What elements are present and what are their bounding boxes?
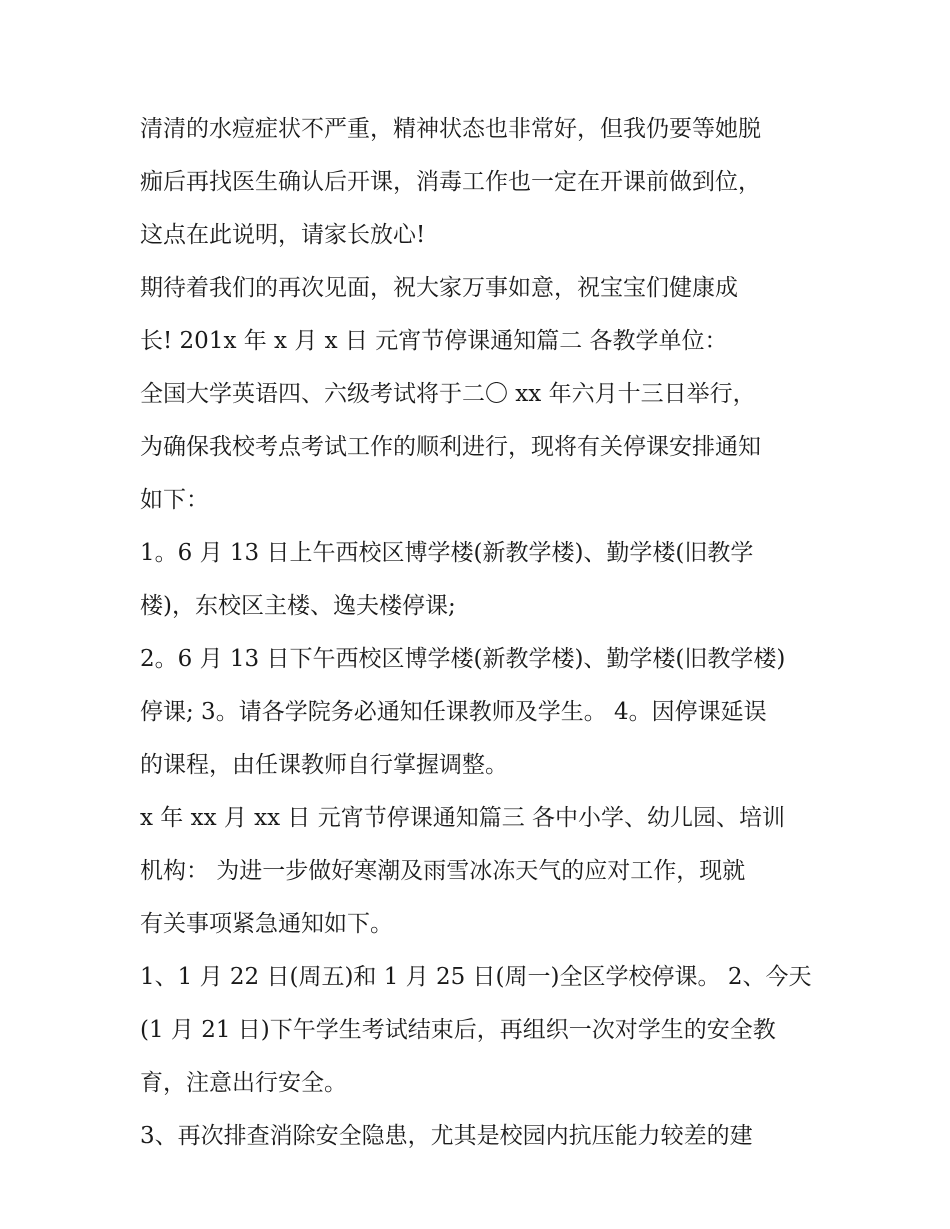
text-line: 2。6 月 13 日下午西校区博学楼(新教学楼)、勤学楼(旧教学楼) xyxy=(140,646,786,672)
text-line: 痂后再找医生确认后开课，消毒工作也一定在开课前做到位， xyxy=(140,169,761,195)
text-line: (1 月 21 日)下午学生考试结束后，再组织一次对学生的安全教 xyxy=(140,1017,776,1043)
text-line: x 年 xx 月 xx 日 元宵节停课通知篇三 各中小学、幼儿园、培训 xyxy=(140,805,786,831)
text-line: 楼)，东校区主楼、逸夫楼停课; xyxy=(140,593,456,619)
text-line: 1、1 月 22 日(周五)和 1 月 25 日(周一)全区学校停课。 2、今天 xyxy=(140,964,812,990)
text-line: 为确保我校考点考试工作的顺利进行，现将有关停课安排通知 xyxy=(140,434,761,460)
text-line: 机构： 为进一步做好寒潮及雨雪冰冻天气的应对工作，现就 xyxy=(140,858,746,884)
text-line: 1。6 月 13 日上午西校区博学楼(新教学楼)、勤学楼(旧教学 xyxy=(140,540,754,566)
text-line: 的课程，由任课教师自行掌握调整。 xyxy=(140,752,508,778)
text-line: 清清的水痘症状不严重，精神状态也非常好，但我仍要等她脱 xyxy=(140,116,761,142)
text-line: 这点在此说明，请家长放心! xyxy=(140,222,426,248)
text-line: 3、再次排查消除安全隐患，尤其是校园内抗压能力较差的建 xyxy=(140,1123,753,1149)
text-line: 停课; 3。请各学院务必通知任课教师及学生。 4。因停课延误 xyxy=(140,699,767,725)
text-line: 全国大学英语四、六级考试将于二〇 xx 年六月十三日举行， xyxy=(140,381,756,407)
text-line: 有关事项紧急通知如下。 xyxy=(140,911,393,937)
text-line: 育，注意出行安全。 xyxy=(140,1070,347,1096)
text-line: 期待着我们的再次见面，祝大家万事如意，祝宝宝们健康成 xyxy=(140,275,738,301)
text-line: 长! 201x 年 x 月 x 日 元宵节停课通知篇二 各教学单位： xyxy=(140,328,728,354)
body-text xyxy=(140,103,820,1163)
text-line: 如下： xyxy=(140,487,209,513)
